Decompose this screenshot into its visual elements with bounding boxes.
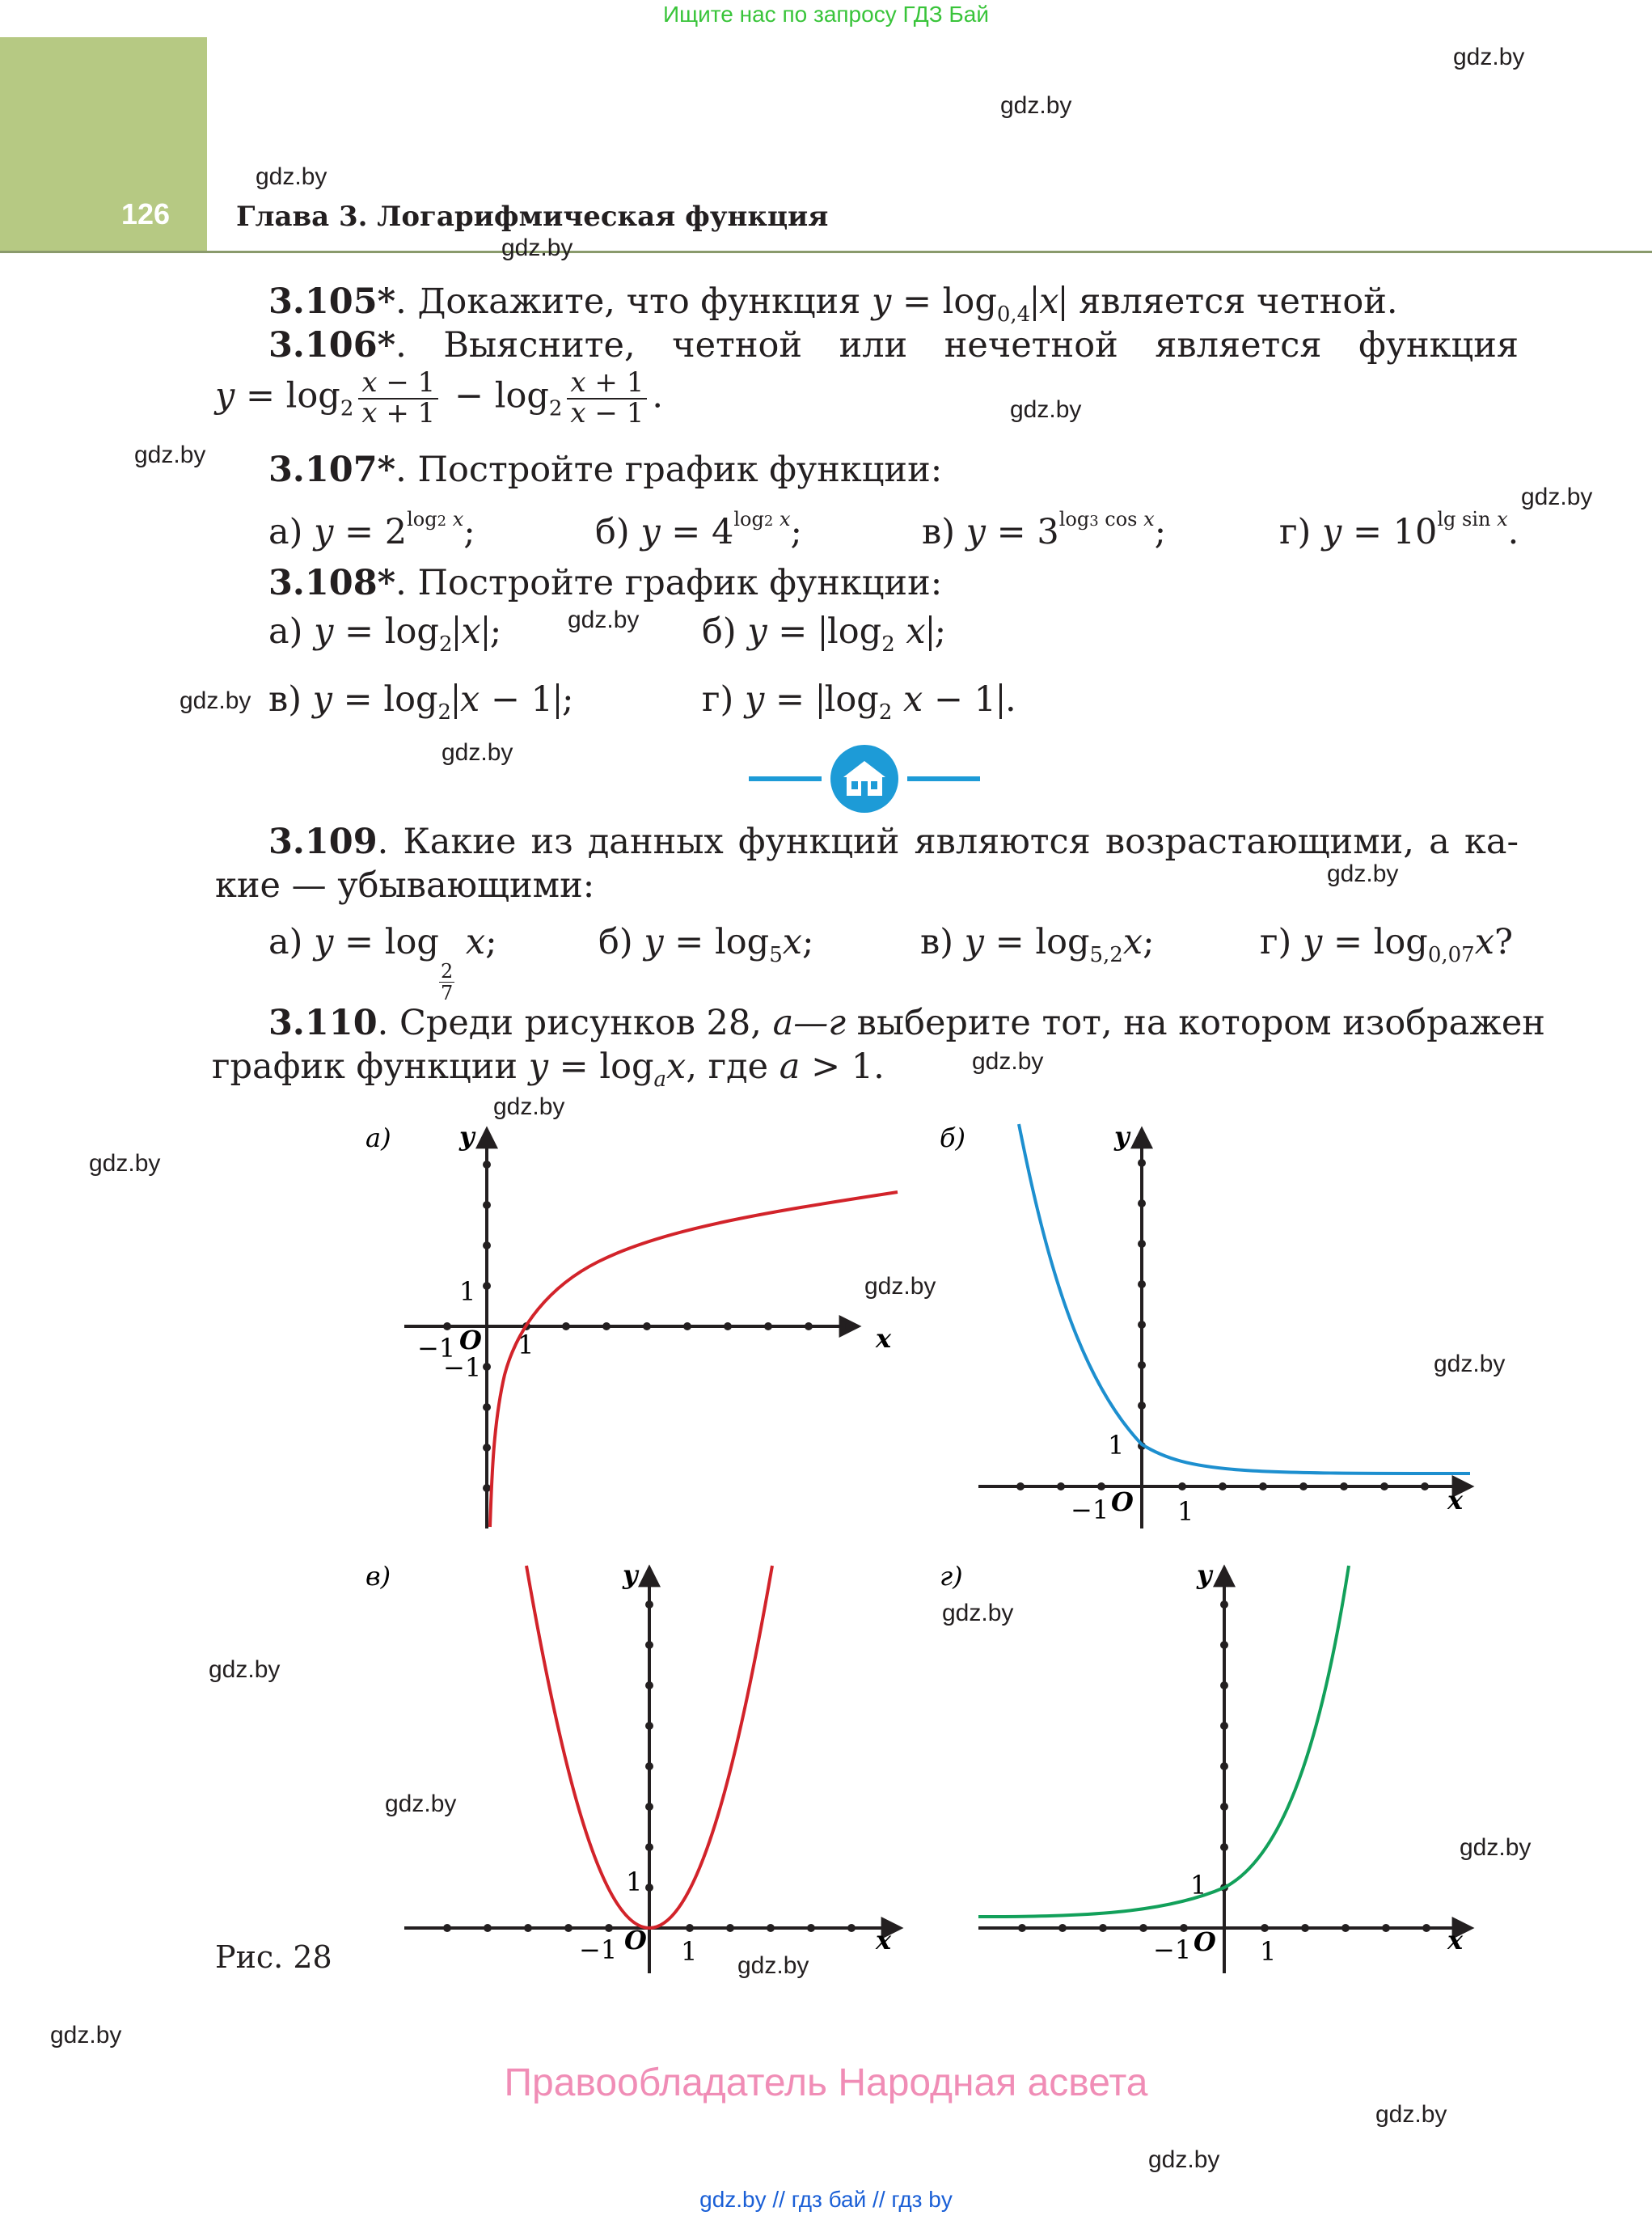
watermark: gdz.by <box>1375 2101 1447 2128</box>
watermark: gdz.by <box>568 607 640 633</box>
problem-3-110-cont: график функции $y = \log_ax$, где a > 1. <box>212 1046 885 1092</box>
item-3-109-a: а) y = log $\frac{2}{7}$ x; <box>268 922 497 1005</box>
problem-text: . Докажите, что функция <box>395 281 861 322</box>
item-3-108-v: в) $y = \log_2 x - 1$ ; <box>268 679 574 725</box>
watermark: gdz.by <box>864 1273 936 1300</box>
formula-3-106: $y = \log_2$ $\frac{x - 1}{x + 1}$ − $\log_2$ $\frac{x + 1}{x - 1}$ . <box>215 366 664 429</box>
watermark: gdz.by <box>1460 1834 1532 1861</box>
x-label: x <box>876 1323 892 1354</box>
item-3-107-a: а) $y = 2^{log2 x}$; <box>268 508 475 552</box>
watermark: gdz.by <box>50 2022 122 2049</box>
problem-number: 3.105* <box>268 281 396 322</box>
watermark: gdz.by <box>180 687 251 714</box>
item-3-109-b: б) $y = \log_5x$; <box>598 922 814 967</box>
log-curve-increasing <box>490 1192 898 1527</box>
watermark: gdz.by <box>1327 860 1399 887</box>
tick-label-1: 1 <box>1190 1870 1207 1901</box>
tick-label-1: 1 <box>1260 1936 1277 1967</box>
copyright-notice: Правообладатель Народная асвета <box>504 2061 1148 2104</box>
item-3-107-v: в) $y = 3^{log3 cos x}$; <box>922 508 1167 552</box>
problem-3-109-cont: кие — убывающими: <box>215 865 595 906</box>
problem-text: . Постройте график функции: <box>395 450 943 490</box>
watermark: gdz.by <box>134 442 206 468</box>
tick-label-1: 1 <box>518 1330 534 1360</box>
y-label: y <box>1114 1121 1130 1152</box>
problem-text-tail: является четной. <box>1079 281 1398 322</box>
x-label: x <box>1447 1485 1464 1516</box>
figure-caption: Рис. 28 <box>215 1939 332 1975</box>
watermark: gdz.by <box>256 163 327 190</box>
item-3-107-b: б) $y = 4^{log2 x}$; <box>595 508 803 552</box>
watermark: gdz.by <box>1521 484 1593 510</box>
exponential-curve-decreasing <box>1019 1124 1470 1474</box>
graph-b <box>940 1121 1470 1528</box>
page-number: 126 <box>121 197 171 230</box>
tick-label-1: 1 <box>681 1936 698 1967</box>
tick-label-minus1: −1 <box>443 1352 482 1383</box>
formula: $y = \log_{0,4} x$ <box>872 281 1067 322</box>
watermark: gdz.by <box>493 1093 565 1120</box>
graph-a <box>365 1121 898 1528</box>
watermark: gdz.by <box>942 1600 1014 1626</box>
problem-number: 3.108* <box>268 563 396 603</box>
graph-v <box>365 1559 899 1973</box>
watermark: gdz.by <box>501 235 573 261</box>
item-3-107-g: г) $y = 10^{lg sin x}$. <box>1279 508 1519 552</box>
axis-ticks <box>1016 1159 1429 1490</box>
panel-label-b: б) <box>940 1123 966 1153</box>
tick-label-1: 1 <box>1108 1430 1125 1461</box>
tick-label-1: 1 <box>1177 1496 1194 1527</box>
watermark: gdz.by <box>737 1952 809 1979</box>
origin-label: O <box>624 1925 647 1956</box>
watermark: gdz.by <box>385 1791 457 1817</box>
origin-label: O <box>1194 1926 1216 1957</box>
watermark: gdz.by <box>972 1048 1044 1075</box>
watermark: gdz.by <box>1453 44 1525 70</box>
watermark: gdz.by <box>1148 2146 1220 2173</box>
watermark: gdz.by <box>1010 396 1082 423</box>
watermark: gdz.by <box>89 1150 161 1177</box>
item-3-109-g: г) $y = \log_{0,07}x$? <box>1260 922 1514 967</box>
item-3-109-v: в) $y = \log_{5,2}x$; <box>920 922 1155 967</box>
item-3-108-b: б) $y = \log_2 x$ ; <box>702 611 947 657</box>
item-3-108-a: а) $y = \log_2 x$ ; <box>268 611 502 657</box>
exponential-curve-increasing <box>978 1566 1349 1917</box>
problem-number: 3.107* <box>268 450 396 490</box>
chapter-title: Глава 3. Логарифмическая функция <box>236 201 829 233</box>
tick-label-1: 1 <box>626 1867 643 1897</box>
x-label: x <box>1447 1925 1464 1956</box>
problem-3-110: 3.110. Среди рисунков 28, а—г выберите тот, на котором изображен <box>268 1003 1545 1043</box>
problem-number: 3.110 <box>268 1003 378 1043</box>
panel-label-v: в) <box>365 1561 391 1592</box>
graph-g <box>940 1559 1470 1973</box>
problem-text: . Выясните, четной или нечетной является функция <box>395 325 1519 366</box>
watermark: gdz.by <box>1434 1351 1506 1377</box>
problem-text: . Какие из данных функций являются возрастающими, а ка- <box>377 822 1519 862</box>
problem-number: 3.109 <box>268 822 378 862</box>
watermark: gdz.by <box>209 1656 281 1683</box>
top-banner[interactable]: Ищите нас по запросу ГДЗ Бай <box>662 2 990 27</box>
tick-label-minus1: −1 <box>1071 1495 1109 1525</box>
panel-label-g: г) <box>940 1561 963 1592</box>
x-label: x <box>876 1925 892 1956</box>
y-label: y <box>1197 1559 1212 1590</box>
problem-text: . Постройте график функции: <box>395 563 943 603</box>
item-3-108-g: г) $y = \log_2 x - 1$ . <box>702 679 1016 725</box>
panel-label-a: а) <box>365 1123 391 1153</box>
tick-label-1: 1 <box>459 1276 476 1307</box>
watermark: gdz.by <box>1000 92 1072 119</box>
watermark: gdz.by <box>442 739 513 766</box>
tick-label-minus1: −1 <box>417 1333 456 1364</box>
y-label: y <box>623 1559 638 1590</box>
y-label: y <box>459 1121 475 1152</box>
origin-label: O <box>459 1325 482 1355</box>
tick-label-minus1: −1 <box>1153 1934 1192 1965</box>
footer-links[interactable]: gdz.by // гдз бай // гдз by <box>699 2187 953 2212</box>
problem-number: 3.106* <box>268 325 396 366</box>
origin-label: O <box>1111 1486 1134 1517</box>
tick-label-minus1: −1 <box>579 1934 618 1965</box>
